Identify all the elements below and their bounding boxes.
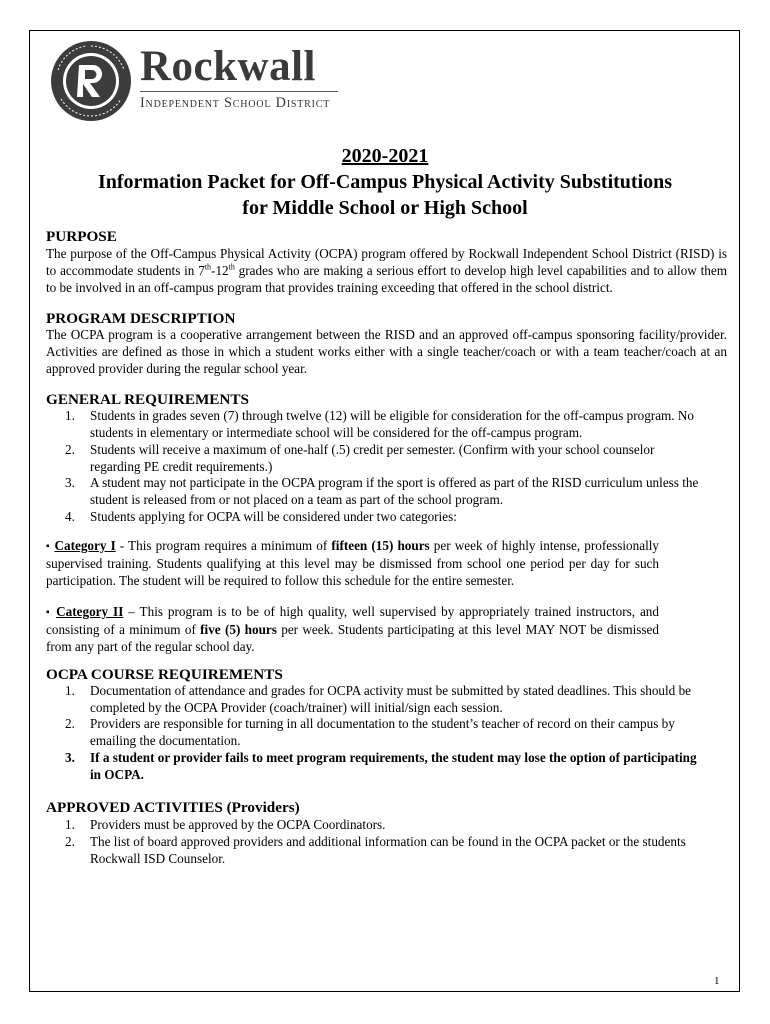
title-line-1: Information Packet for Off-Campus Physical Activity Substitutions [97, 171, 673, 193]
title-year: 2020-2021 [341, 145, 429, 167]
purpose-text-c: grades who are making a serious effort to develop high level capabilities and to allow them to be involved in an off-campus program that provides training exceeding that offered in the school district. [46, 262, 727, 295]
category-1-text-a: - This program requires a minimum of [115, 538, 332, 553]
general-item-4 [65, 509, 705, 526]
approved-item-2 [65, 834, 705, 868]
category-1-paragraph [46, 538, 659, 589]
bullet-icon: ▪ [46, 607, 52, 618]
district-seal-icon [49, 39, 133, 123]
list-number: 2. [65, 442, 75, 457]
general-heading: GENERAL REQUIREMENTS [46, 391, 249, 408]
list-number: 3. [65, 750, 75, 765]
category-2-paragraph [46, 604, 659, 655]
list-text: The list of board approved providers and additional information can be found in the OCPA packet or the students Rockwall ISD Counselor. [90, 834, 686, 866]
course-item-2 [65, 716, 705, 750]
category-1-label: Category I [54, 538, 116, 553]
list-number: 4. [65, 509, 75, 524]
general-item-1 [65, 408, 705, 442]
list-number: 3. [65, 475, 75, 490]
purpose-text-b: -12 [211, 262, 229, 278]
list-text: Students will receive a maximum of one-half (.5) credit per semester. (Confirm with your school counselor regarding PE credit requirements.) [90, 442, 655, 474]
list-text: If a student or provider fails to meet program requirements, the student may lose the option of participating in OCPA. [90, 750, 697, 782]
list-number: 2. [65, 834, 75, 849]
document-title [40, 143, 730, 221]
course-item-1 [65, 683, 705, 717]
program-heading: PROGRAM DESCRIPTION [46, 310, 236, 327]
general-item-3 [65, 475, 705, 509]
list-number: 1. [65, 408, 75, 423]
list-text: Students in grades seven (7) through twelve (12) will be eligible for consideration for the off-campus program. No students in elementary or intermediate school will be considered for the off-campus program. [90, 408, 695, 440]
logo-wordmark: Rockwall [140, 43, 316, 90]
list-number: 2. [65, 716, 75, 731]
list-text: Students applying for OCPA will be considered under two categories: [90, 509, 457, 524]
logo-divider [140, 91, 338, 92]
category-2-text-a: – This program is to be of high quality, well supervised by appropriately trained instructors, and consisting of a minimum of [46, 604, 659, 637]
list-text: A student may not participate in the OCPA program if the sport is offered as part of the RISD curriculum unless the student is released from or not placed on a team as part of the school program. [90, 475, 699, 507]
course-item-3 [65, 750, 705, 784]
category-1-text-b: per week of highly intense, professionally supervised training. Students qualifying at this level may be dismissed from school one period per day for such participation. The student will be required to follow this schedule for the entire semester. [46, 538, 660, 588]
list-text: Providers must be approved by the OCPA Coordinators. [90, 817, 386, 832]
purpose-sup-1: th [204, 262, 212, 272]
purpose-heading: PURPOSE [46, 228, 117, 245]
category-2-label: Category II [56, 604, 124, 619]
category-1-hours: fifteen (15) hours [331, 538, 430, 553]
purpose-sup-2: th [228, 262, 235, 272]
course-heading: OCPA COURSE REQUIREMENTS [46, 666, 283, 683]
category-2-hours: five (5) hours [200, 621, 277, 637]
list-number: 1. [65, 817, 75, 832]
list-number: 1. [65, 683, 75, 698]
category-2-text-b: per week. Students participating at this level MAY NOT be dismissed from any part of the regular school day. [46, 621, 659, 654]
purpose-text-a: The purpose of the Off-Campus Physical Activity (OCPA) program offered by Rockwall Independent School District (RISD) is to accommodate students in 7 [46, 246, 727, 278]
list-text: Providers are responsible for turning in all documentation to the student’s teacher of record on their campus by emailing the documentation. [90, 716, 675, 748]
approved-item-1 [65, 817, 705, 834]
program-text: The OCPA program is a cooperative arrangement between the RISD and an approved off-campus sponsoring facility/provider. Activities are defined as those in which a student works either with a single teacher/coach or with a team teacher/coach at an approved provider during the regular school year. [46, 327, 727, 376]
bullet-icon: ▪ [46, 541, 51, 552]
approved-heading: APPROVED ACTIVITIES (Providers) [46, 799, 300, 816]
general-item-2 [65, 442, 705, 476]
purpose-text [46, 246, 727, 296]
logo-subtitle: Independent School District [140, 95, 331, 111]
district-logo [49, 39, 349, 124]
title-line-2: for Middle School or High School [242, 197, 528, 219]
list-text: Documentation of attendance and grades for OCPA activity must be submitted by stated deadlines. This should be completed by the OCPA Provider (coach/trainer) will initial/sign each session. [90, 683, 692, 715]
page-number: 1 [714, 975, 720, 987]
